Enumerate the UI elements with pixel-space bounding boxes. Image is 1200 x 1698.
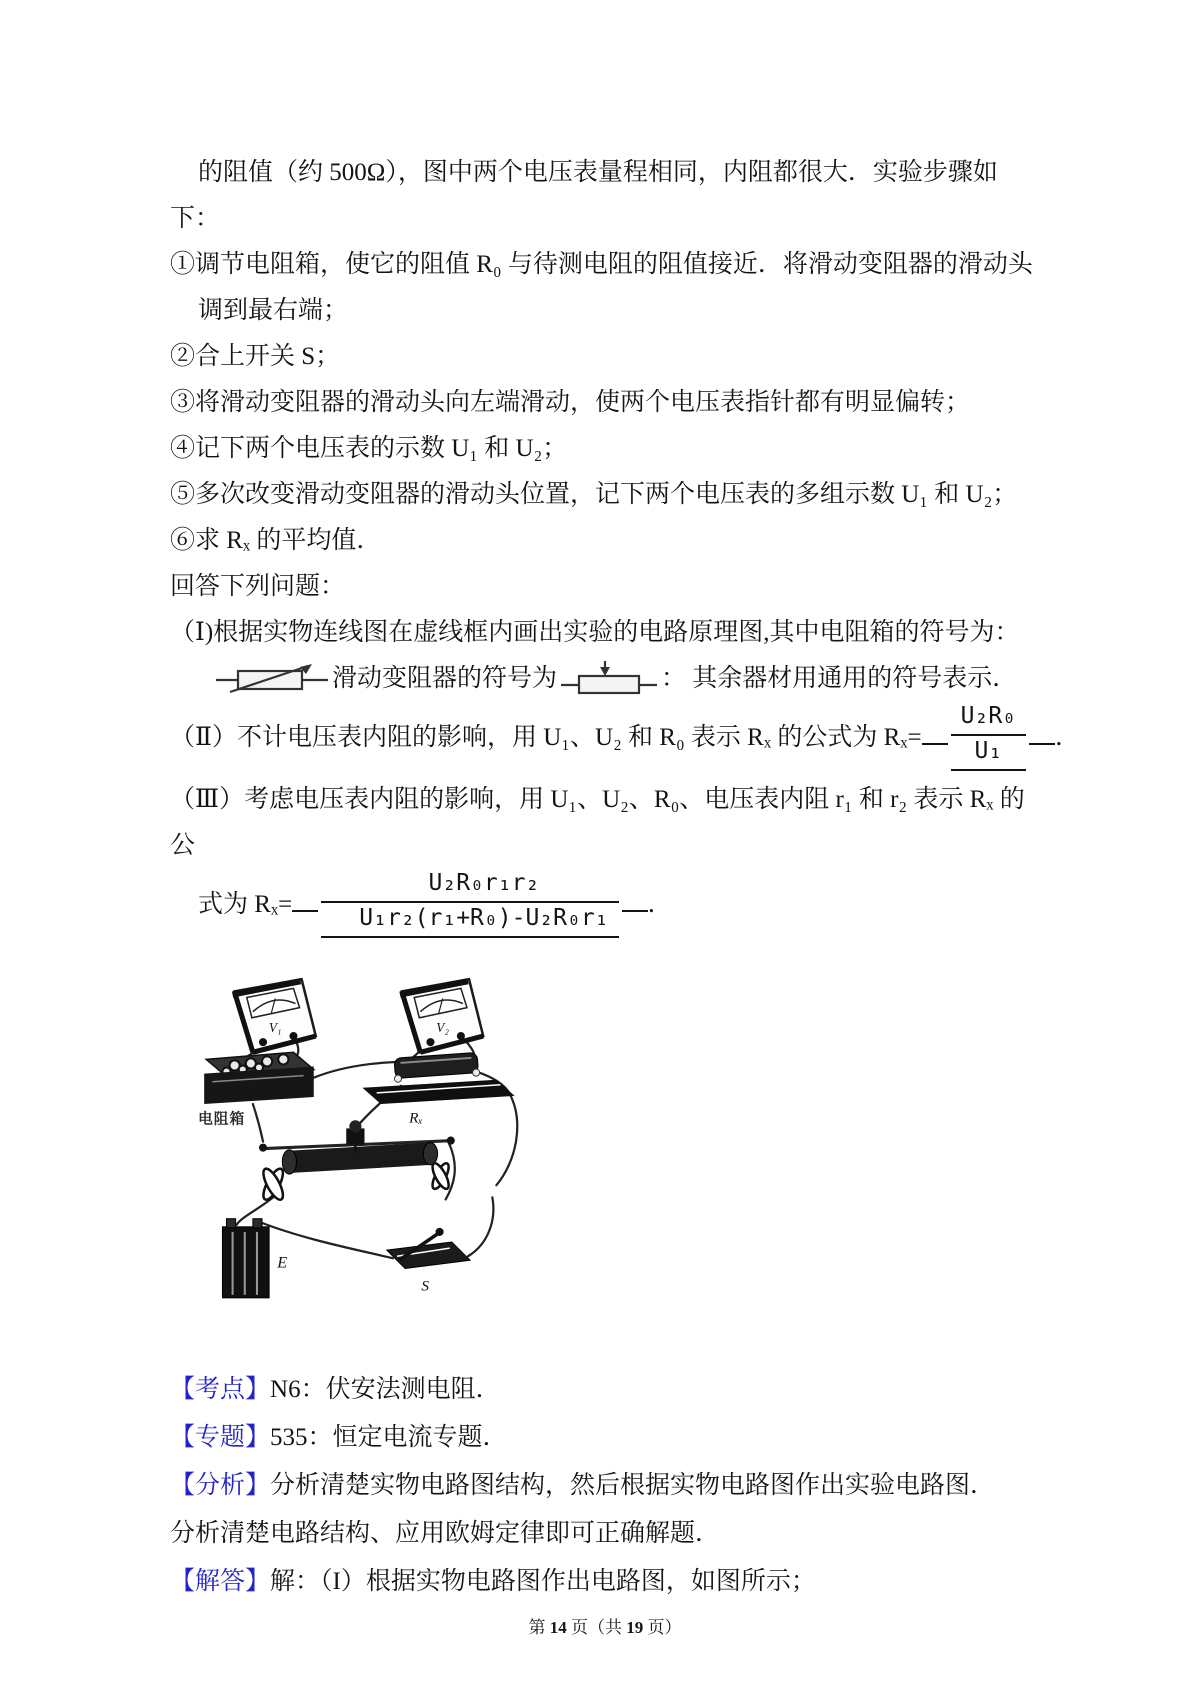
answer-blank bbox=[292, 910, 318, 912]
fraction-numerator: U₂R₀r₁r₂ bbox=[321, 869, 618, 903]
footer-mid: 页（共 bbox=[566, 1617, 627, 1637]
battery bbox=[222, 1218, 287, 1297]
answer-blank bbox=[622, 910, 648, 912]
voltmeter-1 bbox=[233, 979, 316, 1052]
question-2 bbox=[170, 702, 1081, 777]
zhuanti-tag: 【专题】 bbox=[170, 1423, 271, 1451]
rheostat bbox=[259, 1120, 455, 1202]
jieda-tag: 【解答】 bbox=[170, 1567, 271, 1595]
footer-pre: 第 bbox=[528, 1617, 550, 1637]
resistance-box-label: 电阻箱 bbox=[198, 1110, 246, 1127]
symbols-line-tail: ： 其余器材用通用的符号表示． bbox=[661, 665, 1018, 692]
formula-fraction-q3 bbox=[321, 869, 618, 938]
jieda-line bbox=[170, 1558, 1040, 1606]
apparatus-figure-container bbox=[192, 968, 1040, 1310]
question-2-period: ． bbox=[1055, 724, 1081, 752]
question-1: （Ⅰ)根据实物连线图在虚线框内画出实验的电路原理图,其中电阻箱的符号为： bbox=[170, 619, 1020, 646]
apparatus-figure bbox=[192, 968, 537, 1303]
footer-suffix: 页） bbox=[643, 1617, 682, 1637]
zhuanti-line bbox=[170, 1414, 1040, 1462]
footer-total-pages: 19 bbox=[626, 1617, 644, 1637]
fenxi-line2: 分析清楚电路结构、应用欧姆定律即可正确解题． bbox=[170, 1519, 721, 1547]
experiment-step-2: ②合上开关 S； bbox=[170, 343, 341, 370]
fraction-numerator: U₂R₀ bbox=[951, 702, 1026, 736]
experiment-step-4: ④记下两个电压表的示数 U₁ 和 U₂； bbox=[170, 435, 568, 462]
battery-label: E bbox=[277, 1252, 288, 1271]
experiment-step-3: ③将滑动变阻器的滑动头向左端滑动，使两个电压表指针都有明显偏转； bbox=[170, 389, 971, 416]
question-3-period: ． bbox=[647, 890, 673, 918]
experiment-step-1: ①调节电阻箱，使它的阻值 R₀ 与待测电阻的阻值接近．将滑动变阻器的滑动头 bbox=[170, 251, 1033, 278]
answer-section bbox=[170, 1366, 1040, 1606]
answer-blank bbox=[1029, 743, 1055, 745]
experiment-step-5: ⑤多次改变滑动变阻器的滑动头位置，记下两个电压表的多组示数 U₁ 和 U₂； bbox=[170, 481, 1018, 508]
fraction-denominator: U₁r₂(r₁+R₀)-U₂R₀r₁ bbox=[321, 903, 618, 938]
question-3-text: 式为 Rₓ= bbox=[198, 890, 293, 918]
zhuanti-text: 535：恒定电流专题． bbox=[270, 1423, 508, 1451]
formula-fraction-q2 bbox=[951, 702, 1026, 771]
footer-page-number: 14 bbox=[549, 1617, 567, 1637]
fraction-denominator: U₁ bbox=[951, 736, 1026, 771]
kaodian-line bbox=[170, 1366, 1040, 1414]
resistor-box-symbol-icon bbox=[216, 661, 328, 695]
fenxi-line bbox=[170, 1462, 1040, 1510]
problem-statement-line: 的阻值（约 500Ω），图中两个电压表量程相同，内阻都很大．实验步骤如下： bbox=[170, 159, 998, 232]
kaodian-tag: 【考点】 bbox=[170, 1375, 271, 1403]
fenxi-tag: 【分析】 bbox=[170, 1471, 271, 1499]
jieda-text: 解：（I）根据实物电路图作出电路图，如图所示； bbox=[270, 1567, 816, 1595]
question-3-line2 bbox=[170, 869, 1040, 944]
fenxi-text: 分析清楚实物电路图结构，然后根据实物电路图作出实验电路图． bbox=[270, 1471, 996, 1499]
rx-label: Rₓ bbox=[409, 1108, 423, 1126]
rheostat-symbol-label: 滑动变阻器的符号为 bbox=[332, 665, 558, 692]
question-2-text: （Ⅱ）不计电压表内阻的影响，用 U₁、U₂ 和 R₀ 表示 Rₓ 的公式为 Rₓ= bbox=[170, 724, 922, 752]
voltmeter-1-label: V₁ bbox=[268, 1019, 282, 1035]
rheostat-symbol-icon bbox=[561, 659, 657, 697]
kaodian-text: N6：伏安法测电阻． bbox=[270, 1375, 501, 1403]
answer-blank bbox=[922, 743, 948, 745]
circuit-symbols-line bbox=[170, 656, 1040, 702]
voltmeter-2 bbox=[400, 979, 483, 1052]
switch bbox=[387, 1227, 470, 1294]
page-footer bbox=[170, 1616, 1040, 1640]
experiment-step-1-cont: 调到最右端； bbox=[198, 297, 349, 324]
switch-label: S bbox=[421, 1277, 429, 1295]
experiment-step-6: ⑥求 Rₓ 的平均值． bbox=[170, 527, 382, 554]
question-3-line1: （Ⅲ）考虑电压表内阻的影响，用 U₁、U₂、R₀、电压表内阻 r₁ 和 r₂ 表示 Rₓ 的公 bbox=[170, 785, 1025, 859]
voltmeter-2-label: V₂ bbox=[436, 1019, 449, 1035]
questions-intro: 回答下列问题： bbox=[170, 573, 346, 600]
